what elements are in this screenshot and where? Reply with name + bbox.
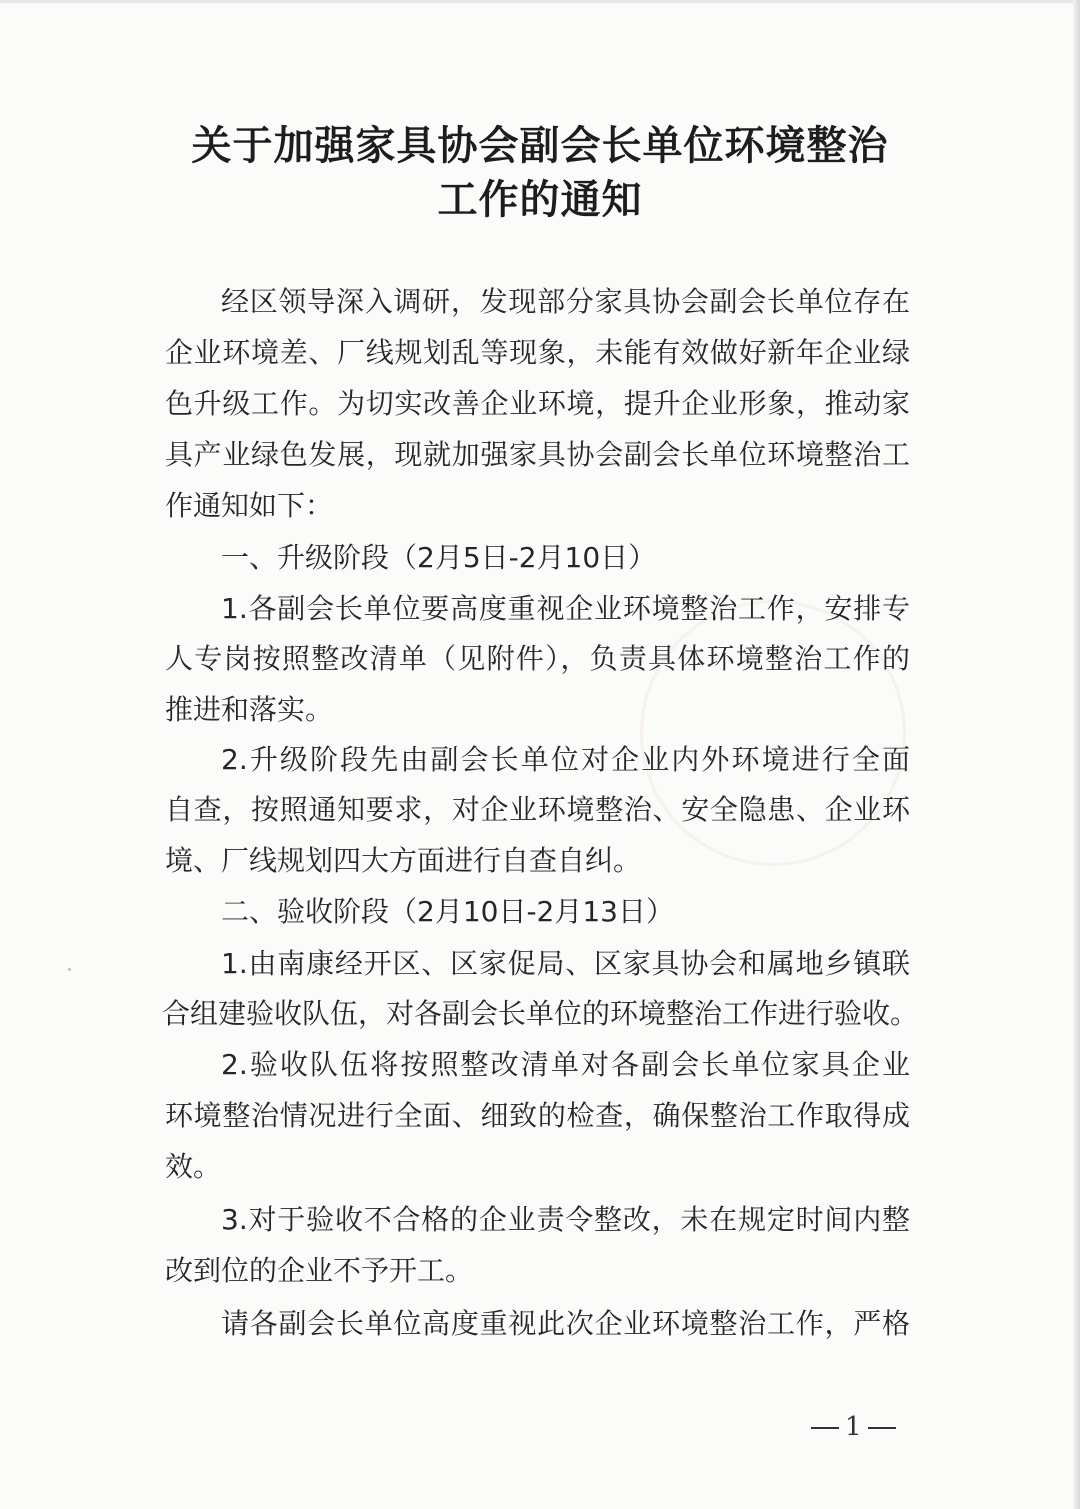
body-line: 合组建验收队伍，对各副会长单位的环境整治工作进行验收。 xyxy=(162,997,919,1030)
body-line: 2.升级阶段先由副会长单位对企业内外环境进行全面 xyxy=(221,743,910,776)
body-line: 1.各副会长单位要高度重视企业环境整治工作，安排专 xyxy=(221,592,910,625)
page-number-dash-left xyxy=(811,1427,839,1429)
body-line: 3.对于验收不合格的企业责令整改，未在规定时间内整 xyxy=(221,1203,910,1236)
page-number xyxy=(805,1412,902,1442)
body-line: 效。 xyxy=(165,1150,222,1183)
document-title-line-2: 工作的通知 xyxy=(437,176,643,223)
page-number-dash-right xyxy=(868,1427,896,1429)
body-line: 人专岗按照整改清单（见附件），负责具体环境整治工作的 xyxy=(165,642,910,675)
body-line: 境、厂线规划四大方面进行自查自纠。 xyxy=(165,844,642,877)
body-line: 作通知如下： xyxy=(165,489,334,522)
body-line: 具产业绿色发展，现就加强家具协会副会长单位环境整治工 xyxy=(165,438,910,471)
body-line: 经区领导深入调研，发现部分家具协会副会长单位存在 xyxy=(221,285,910,318)
page-number-value: 1 xyxy=(845,1412,862,1442)
body-line: 色升级工作。为切实改善企业环境，提升企业形象，推动家 xyxy=(165,387,910,420)
body-line: 2.验收队伍将按照整改清单对各副会长单位家具企业 xyxy=(221,1048,910,1081)
body-line: 自查，按照通知要求，对企业环境整治、安全隐患、企业环 xyxy=(165,793,910,826)
body-line: 改到位的企业不予开工。 xyxy=(165,1254,474,1287)
section-heading-1: 一、升级阶段（2月5日-2月10日） xyxy=(221,541,657,574)
body-line: 环境整治情况进行全面、细致的检查，确保整治工作取得成 xyxy=(165,1099,910,1132)
scan-edge-top xyxy=(0,0,1080,3)
scan-speck xyxy=(68,968,71,971)
body-line: 请各副会长单位高度重视此次企业环境整治工作，严格 xyxy=(221,1307,910,1340)
document-title-line-1: 关于加强家具协会副会长单位环境整治 xyxy=(191,122,889,169)
section-heading-2: 二、验收阶段（2月10日-2月13日） xyxy=(221,895,674,928)
body-line: 推进和落实。 xyxy=(165,693,334,726)
scan-edge-right xyxy=(1073,0,1080,1509)
body-line: 1.由南康经开区、区家促局、区家具协会和属地乡镇联 xyxy=(221,947,910,980)
body-line: 企业环境差、厂线规划乱等现象，未能有效做好新年企业绿 xyxy=(165,336,910,369)
